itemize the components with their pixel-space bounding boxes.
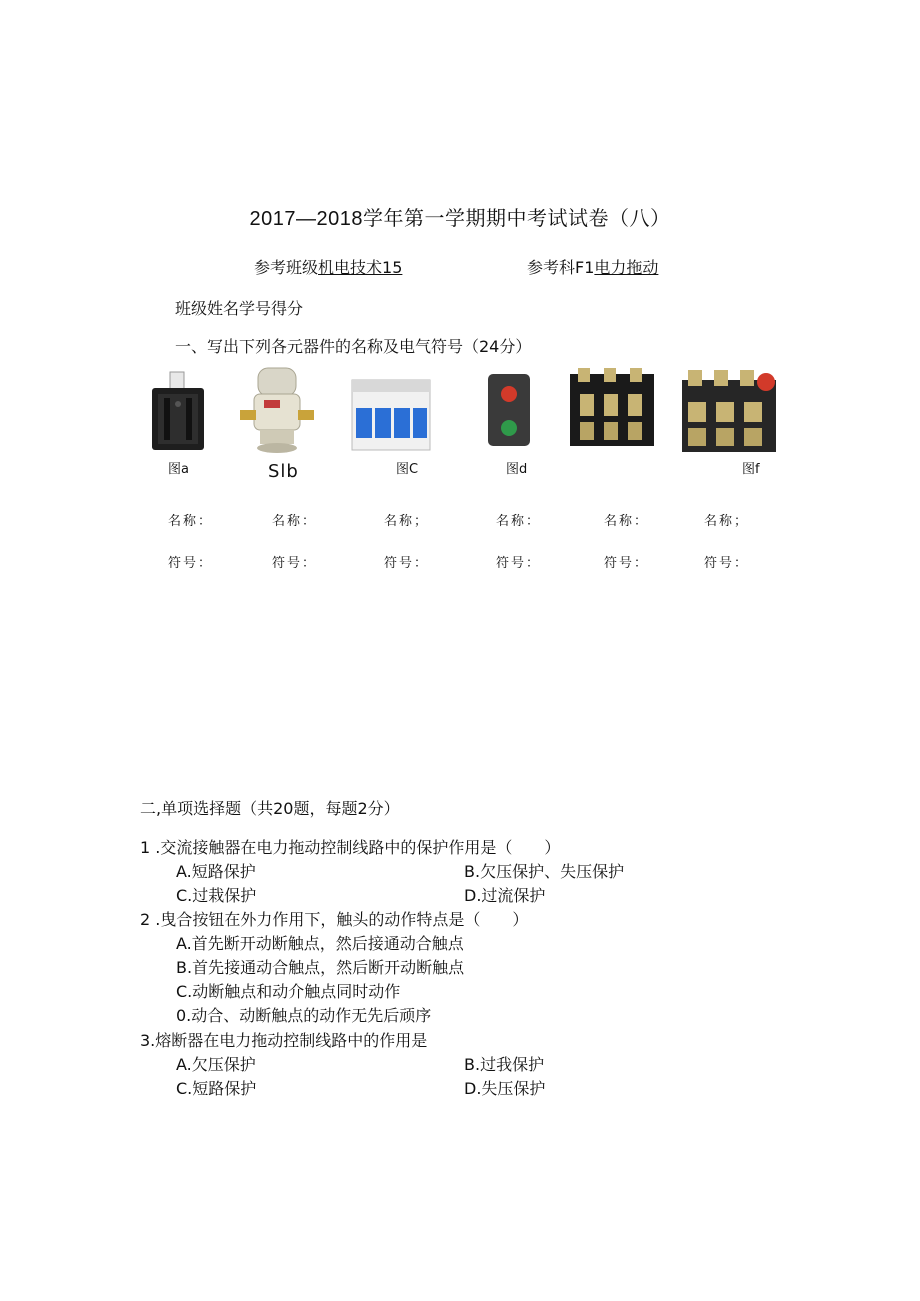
name-label-f: 名称；: [704, 514, 750, 529]
question-3-option-a: A.欠压保护: [176, 1055, 256, 1074]
question-1-option-b: B.欠压保护、失压保护: [464, 862, 625, 881]
question-3-option-b: B.过我保护: [464, 1055, 545, 1074]
exam-title: 2017—2018学年第一学期期中考试试卷（八）: [249, 208, 671, 230]
section-1-heading: 一、写出下列各元器件的名称及电气符号（24分）: [175, 337, 532, 356]
figure-caption-b: Slb: [268, 461, 299, 482]
name-label-e: 名称：: [604, 514, 650, 529]
symbol-label-a: 符号：: [168, 556, 214, 571]
question-3-option-c: C.短路保护: [176, 1079, 257, 1098]
name-label-c: 名称；: [384, 514, 430, 529]
reference-class: [254, 255, 402, 278]
question-2-option-d: 0.动合、动断触点的动作无先后顽序: [176, 1006, 432, 1025]
figure-caption-c: 图C: [396, 462, 419, 477]
reference-subject-prefix: 参考科F1: [527, 258, 595, 277]
question-2-stem: 2 .曳合按钮在外力作用下，触头的动作特点是（ ）: [140, 910, 529, 929]
figure-caption-d: 图d: [506, 462, 528, 477]
question-1-option-a: A.短路保护: [176, 862, 256, 881]
question-2-option-a: A.首先断开动断触点，然后接通动合触点: [176, 934, 464, 953]
reference-subject-value: 电力拖动: [594, 258, 659, 277]
question-1-stem: 1 .交流接触器在电力拖动控制线路中的保护作用是（ ）: [140, 838, 561, 857]
name-label-d: 名称：: [496, 514, 542, 529]
thermal-relay-icon: [680, 366, 778, 454]
circuit-breaker-icon: [350, 378, 432, 452]
name-label-a: 名称：: [168, 514, 214, 529]
reference-class-value: 机电技术15: [318, 258, 403, 277]
reference-class-prefix: 参考班级: [254, 258, 319, 277]
figure-caption-a: 图a: [168, 462, 189, 477]
symbol-label-c: 符号：: [384, 556, 430, 571]
reference-subject: [527, 255, 658, 278]
question-2-option-c: C.动断触点和动介触点同时动作: [176, 982, 401, 1001]
symbol-label-b: 符号：: [272, 556, 318, 571]
symbol-label-f: 符号：: [704, 556, 750, 571]
question-3-option-d: D.失压保护: [464, 1079, 546, 1098]
name-label-b: 名称：: [272, 514, 318, 529]
knife-switch-icon: [146, 370, 212, 454]
contactor-icon: [568, 366, 656, 448]
question-1-option-d: D.过流保护: [464, 886, 546, 905]
question-2-option-b: B.首先接通动合触点，然后断开动断触点: [176, 958, 465, 977]
symbol-label-e: 符号：: [604, 556, 650, 571]
question-1-option-c: C.过栽保护: [176, 886, 257, 905]
question-3-stem: 3.熔断器在电力拖动控制线路中的作用是: [140, 1031, 428, 1050]
symbol-label-d: 符号：: [496, 556, 542, 571]
student-info-line: 班级姓名学号得分: [175, 299, 304, 318]
figure-caption-f: 图f: [742, 462, 760, 477]
fuse-icon: [236, 364, 318, 456]
section-2-heading: 二,单项选择题（共20题，每题2分）: [140, 799, 400, 818]
push-button-icon: [486, 372, 532, 448]
